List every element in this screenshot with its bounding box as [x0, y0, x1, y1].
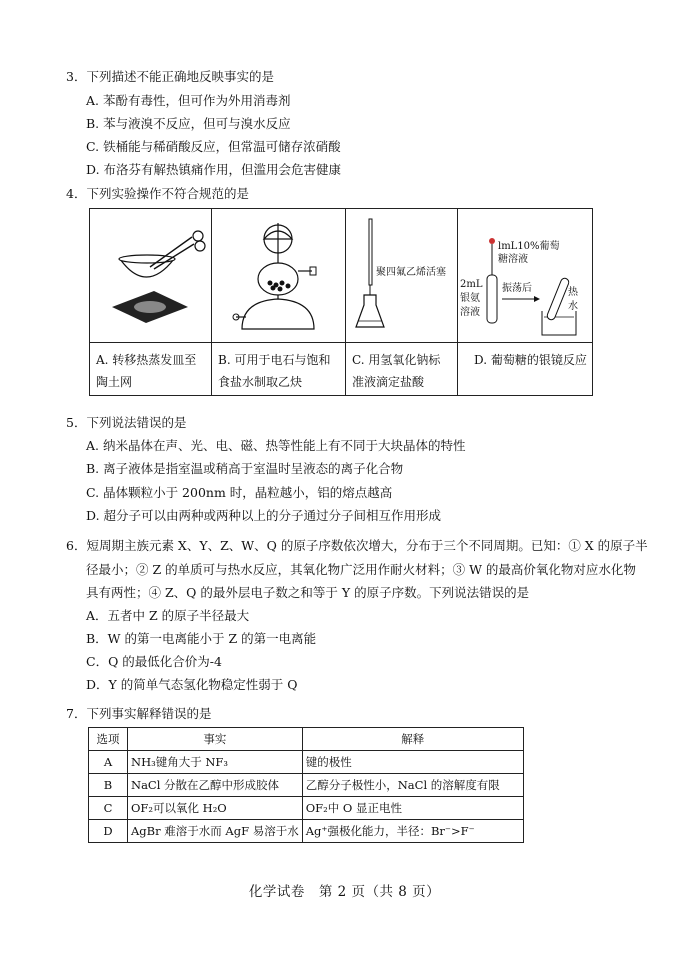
table-row — [89, 797, 524, 820]
question-3-stem: 3．下列描述不能正确地反映事实的是 — [66, 69, 274, 84]
row-fact: NaCl 分散在乙醇中形成胶体 — [128, 774, 303, 797]
caption-d: D. 葡萄糖的银镜反应 — [474, 353, 587, 367]
q5-option-b: B. 离子液体是指室温或稍高于室温时呈液态的离子化合物 — [86, 461, 404, 476]
header-option: 选项 — [89, 728, 128, 751]
glucose-label-2: 糖溶液 — [498, 254, 528, 265]
q3-option-b: B. 苯与液溴不反应，但可与溴水反应 — [86, 116, 291, 131]
row-option: D — [89, 820, 128, 843]
caption-c: C. 用氢氧化钠标准液滴定盐酸 — [352, 353, 441, 389]
shake-label: 振荡后 — [502, 283, 532, 294]
question-7-stem: 7．下列事实解释错误的是 — [66, 706, 212, 721]
row-fact: AgBr 难溶于水而 AgF 易溶于水 — [128, 820, 303, 843]
silver-ammonia-label-3: 溶液 — [460, 307, 480, 318]
acetylene-generator-figure — [212, 209, 345, 342]
q5-option-d: D. 超分子可以由两种或两种以上的分子通过分子间相互作用形成 — [86, 508, 442, 523]
table-row — [89, 820, 524, 843]
row-fact: NH₃键角大于 NF₃ — [128, 751, 303, 774]
glucose-label-1: lmL10%葡萄 — [498, 241, 560, 252]
question-6-stem-line-1: 6．短周期主族元素 X、Y、Z、W、Q 的原子序数依次增大，分布于三个不同周期。已知：① X 的原子半 — [66, 538, 648, 553]
row-explanation: 乙醇分子极性小，NaCl 的溶解度有限 — [302, 774, 523, 797]
table-header-row — [89, 728, 524, 751]
hot-water-label-2: 水 — [568, 301, 578, 312]
table-row — [89, 751, 524, 774]
row-option: C — [89, 797, 128, 820]
question-4-stem: 4．下列实验操作不符合规范的是 — [66, 186, 249, 201]
q6-option-d: D．Y 的简单气态氢化物稳定性弱于 Q — [86, 677, 298, 692]
q6-option-b: B．W 的第一电离能小于 Z 的第一电离能 — [86, 631, 317, 646]
q5-option-c: C. 晶体颗粒小于 200nm 时，晶粒越小，铝的熔点越高 — [86, 485, 393, 500]
header-fact: 事实 — [128, 728, 303, 751]
caption-a: A. 转移热蒸发皿至陶土网 — [96, 353, 197, 389]
header-explanation: 解释 — [302, 728, 523, 751]
silver-ammonia-label-2: 银氨 — [460, 293, 480, 304]
row-fact: OF₂可以氧化 H₂O — [128, 797, 303, 820]
question-6-stem-line-2: 径最小；② Z 的单质可与热水反应，其氧化物广泛用作耐火材料；③ W 的最高价氧化物对应水化物 — [86, 562, 636, 577]
q3-option-c: C. 铁桶能与稀硝酸反应，但常温可储存浓硝酸 — [86, 139, 341, 154]
q3-option-a: A. 苯酚有毒性，但可作为外用消毒剂 — [86, 93, 291, 108]
evaporating-dish-figure — [90, 209, 211, 342]
q6-option-c: C．Q 的最低化合价为-4 — [86, 654, 222, 669]
question-6-stem-line-3: 具有两性；④ Z、Q 的最外层电子数之和等于 Y 的原子序数。下列说法错误的是 — [86, 585, 530, 600]
q3-option-d: D. 布洛芬有解热镇痛作用，但滥用会危害健康 — [86, 162, 342, 177]
q5-option-a: A. 纳米晶体在声、光、电、磁、热等性能上有不同于大块晶体的特性 — [86, 438, 466, 453]
row-explanation: OF₂中 O 显正电性 — [302, 797, 523, 820]
explanation-table — [88, 727, 524, 843]
question-5-stem: 5．下列说法错误的是 — [66, 415, 187, 430]
hot-water-label-1: 热 — [568, 287, 578, 298]
silver-mirror-figure — [458, 209, 594, 342]
row-option: B — [89, 774, 128, 797]
caption-b: B. 可用于电石与饱和食盐水制取乙炔 — [218, 353, 331, 389]
row-option: A — [89, 751, 128, 774]
silver-ammonia-label-1: 2mL — [460, 279, 483, 290]
table-row — [89, 774, 524, 797]
page-footer: 化学试卷 第 2 页（共 8 页） — [248, 884, 441, 900]
q6-option-a: A．五者中 Z 的原子半径最大 — [86, 608, 250, 623]
row-explanation: 键的极性 — [302, 751, 523, 774]
stopcock-label: 聚四氟乙烯活塞 — [376, 267, 446, 278]
row-explanation: Ag⁺强极化能力，半径：Br⁻>F⁻ — [302, 820, 523, 843]
apparatus-table — [89, 208, 593, 396]
